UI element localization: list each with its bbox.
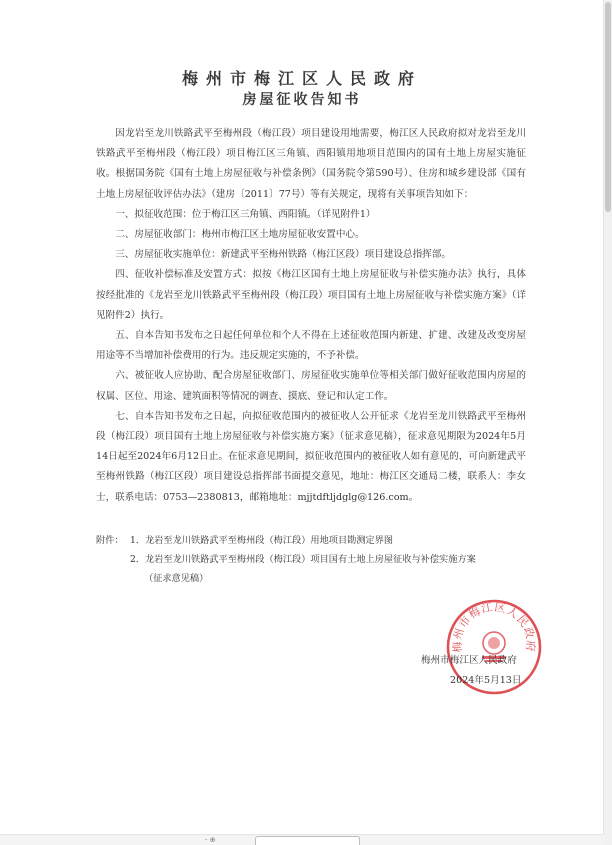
document-title: 房屋征收告知书 xyxy=(242,92,362,108)
svg-text:梅州市梅江区人民政府: 梅州市梅江区人民政府 xyxy=(450,600,538,653)
paragraph-intro: 因龙岩至龙川铁路武平至梅州段（梅江段）项目建设用地需要，梅江区人民政府拟对龙岩至龙川铁路武平至梅州段（梅江段）项目梅江区三角镇、西阳镇用地项目范围内的国有土地上房屋实施征收。根据国务院《国有土地上房屋征收与补偿条例》（国务院令第590号）、住房和城乡建设部《国有土地上房屋征收评估办法》（建房〔2011〕77号）等有关规定，现将有关事项告知如下： xyxy=(96,128,526,200)
attachment-1-text: 1．龙岩至龙川铁路武平至梅州段（梅江段）用地项目勘测定界图 xyxy=(130,535,394,546)
paragraph-item-5: 五、自本告知书发布之日起任何单位和个人不得在上述征收范围内新建、扩建、改建及改变房屋用途等不当增加补偿费用的行为。违反规定实施的，不予补偿。 xyxy=(96,330,526,362)
document-issuer-title: 梅州市梅江区人民政府 xyxy=(181,69,422,88)
attachment-2-continuation: （征求意见稿） xyxy=(144,572,209,584)
attachments-label: 附件： xyxy=(96,535,124,546)
attachment-item xyxy=(96,551,536,570)
page-number-input[interactable] xyxy=(255,836,360,845)
zoom-controls[interactable]: - ⊕ xyxy=(205,836,216,844)
paragraph-item-3: 三、房屋征收实施单位：新建武平至梅州铁路（梅江区段）项目建设总指挥部。 xyxy=(115,249,451,261)
paragraph-item-6: 六、被征收人应协助、配合房屋征收部门、房屋征收实施单位等相关部门做好征收范围内房屋的权属、区位、用途、建筑面积等情况的调查、摸底、登记和认定工作。 xyxy=(96,370,526,402)
signature-organization: 梅州市梅江区人民政府 xyxy=(421,655,517,666)
vertical-scrollbar[interactable] xyxy=(603,0,612,845)
viewer-bottom-bar xyxy=(0,834,604,845)
paragraph-item-4: 四、征收补偿标准及安置方式：拟按《梅江区国有土地上房屋征收与补偿实施办法》执行，具体按经批准的《龙岩至龙川铁路武平至梅州段（梅江段）项目国有土地上房屋征收与补偿实施方案》（详见附件2）执行。 xyxy=(96,269,526,321)
paragraph-item-7: 七、自本告知书发布之日起，向拟征收范围内的被征收人公开征求《龙岩至龙川铁路武平至梅州段（梅江段）项目国有土地上房屋征收与补偿实施方案》（征求意见稿），征求意见期限为2024年5月14日起至2024年6月12日止。在征求意见期间，拟征收范围内的被征收人如有意见的，可向新建武平至梅州铁路（梅江区段）项目建设总指挥部书面提交意见，地址：梅江区交通局二楼，联系人：李女士，联系电话：0753—2380813，邮箱地址：mjjtdftljdglg@126.com。 xyxy=(96,410,526,503)
attachment-item xyxy=(96,532,536,551)
document-body xyxy=(96,124,526,508)
paragraph-item-1: 一、拟征收范围：位于梅江区三角镇、西阳镇。（详见附件1） xyxy=(115,208,376,220)
attachment-2-text: 2．龙岩至龙川铁路武平至梅州段（梅江段）项目国有土地上房屋征收与补偿实施方案 xyxy=(130,553,476,565)
paragraph-item-2: 二、房屋征收部门：梅州市梅江区土地房屋征收安置中心。 xyxy=(115,229,365,241)
scrollbar-thumb[interactable] xyxy=(605,2,611,212)
signature-date: 2024年5月13日 xyxy=(450,675,522,686)
attachments-list xyxy=(96,532,536,588)
